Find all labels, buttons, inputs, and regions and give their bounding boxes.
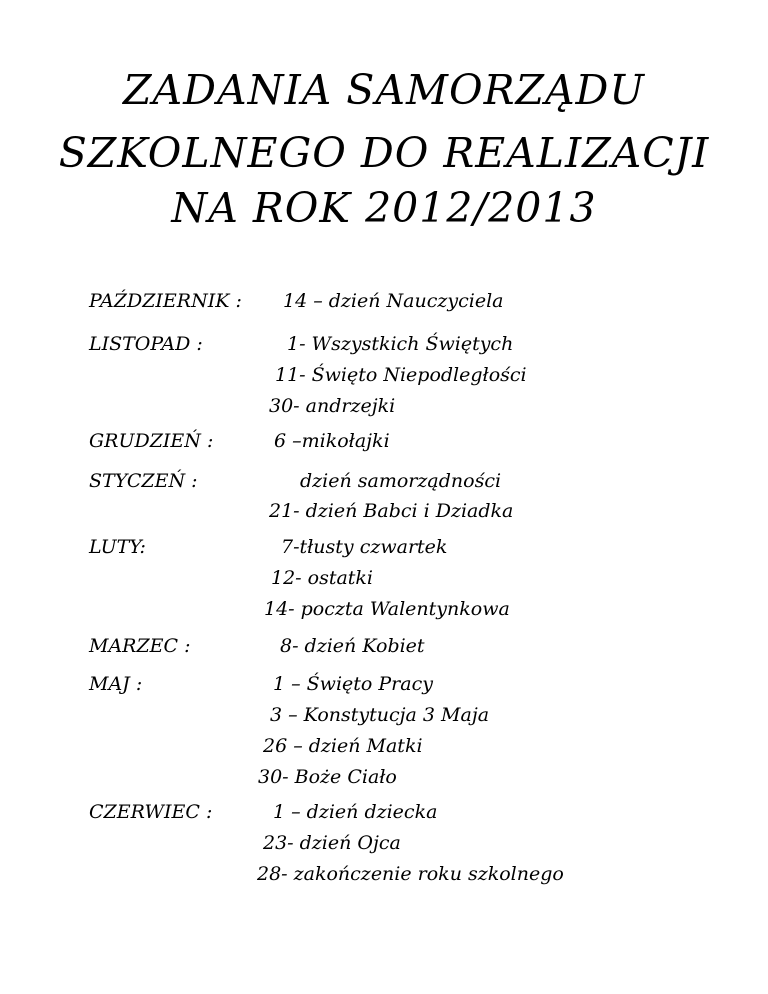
- event-listopad-1: 1- Wszystkich Świętych: [287, 333, 514, 355]
- month-marzec: MARZEC :: [89, 635, 191, 657]
- event-maj-1: 1 – Święto Pracy: [273, 673, 433, 695]
- event-luty-2: 12- ostatki: [271, 567, 374, 589]
- event-luty-3: 14- poczta Walentynkowa: [264, 598, 510, 620]
- event-luty-1: 7-tłusty czwartek: [281, 536, 448, 558]
- month-grudzien: GRUDZIEŃ :: [89, 430, 214, 452]
- event-listopad-2: 11- Święto Niepodległości: [275, 364, 527, 386]
- event-marzec-1: 8- dzień Kobiet: [280, 635, 425, 657]
- event-czerwiec-1: 1 – dzień dziecka: [273, 801, 438, 823]
- event-czerwiec-3: 28- zakończenie roku szkolnego: [257, 863, 564, 885]
- month-pazdziernik: PAŹDZIERNIK :: [89, 290, 242, 312]
- event-czerwiec-2: 23- dzień Ojca: [263, 832, 401, 854]
- title-line-3: NA ROK 2012/2013: [171, 184, 597, 232]
- month-styczen: STYCZEŃ :: [89, 470, 198, 492]
- month-listopad: LISTOPAD :: [89, 333, 203, 355]
- event-maj-3: 26 – dzień Matki: [263, 735, 423, 757]
- event-maj-4: 30- Boże Ciało: [258, 766, 397, 788]
- month-czerwiec: CZERWIEC :: [89, 801, 213, 823]
- event-listopad-3: 30- andrzejki: [269, 395, 396, 417]
- event-maj-2: 3 – Konstytucja 3 Maja: [270, 704, 490, 726]
- title-line-2: SZKOLNEGO DO REALIZACJI: [58, 129, 710, 177]
- event-styczen-1: dzień samorządności: [300, 470, 502, 492]
- event-grudzien-1: 6 –mikołajki: [274, 430, 390, 452]
- event-styczen-2: 21- dzień Babci i Dziadka: [269, 500, 514, 522]
- title-line-1: ZADANIA SAMORZĄDU: [123, 66, 645, 114]
- event-pazdziernik-1: 14 – dzień Nauczyciela: [283, 290, 504, 312]
- month-luty: LUTY:: [89, 536, 146, 558]
- month-maj: MAJ :: [89, 673, 143, 695]
